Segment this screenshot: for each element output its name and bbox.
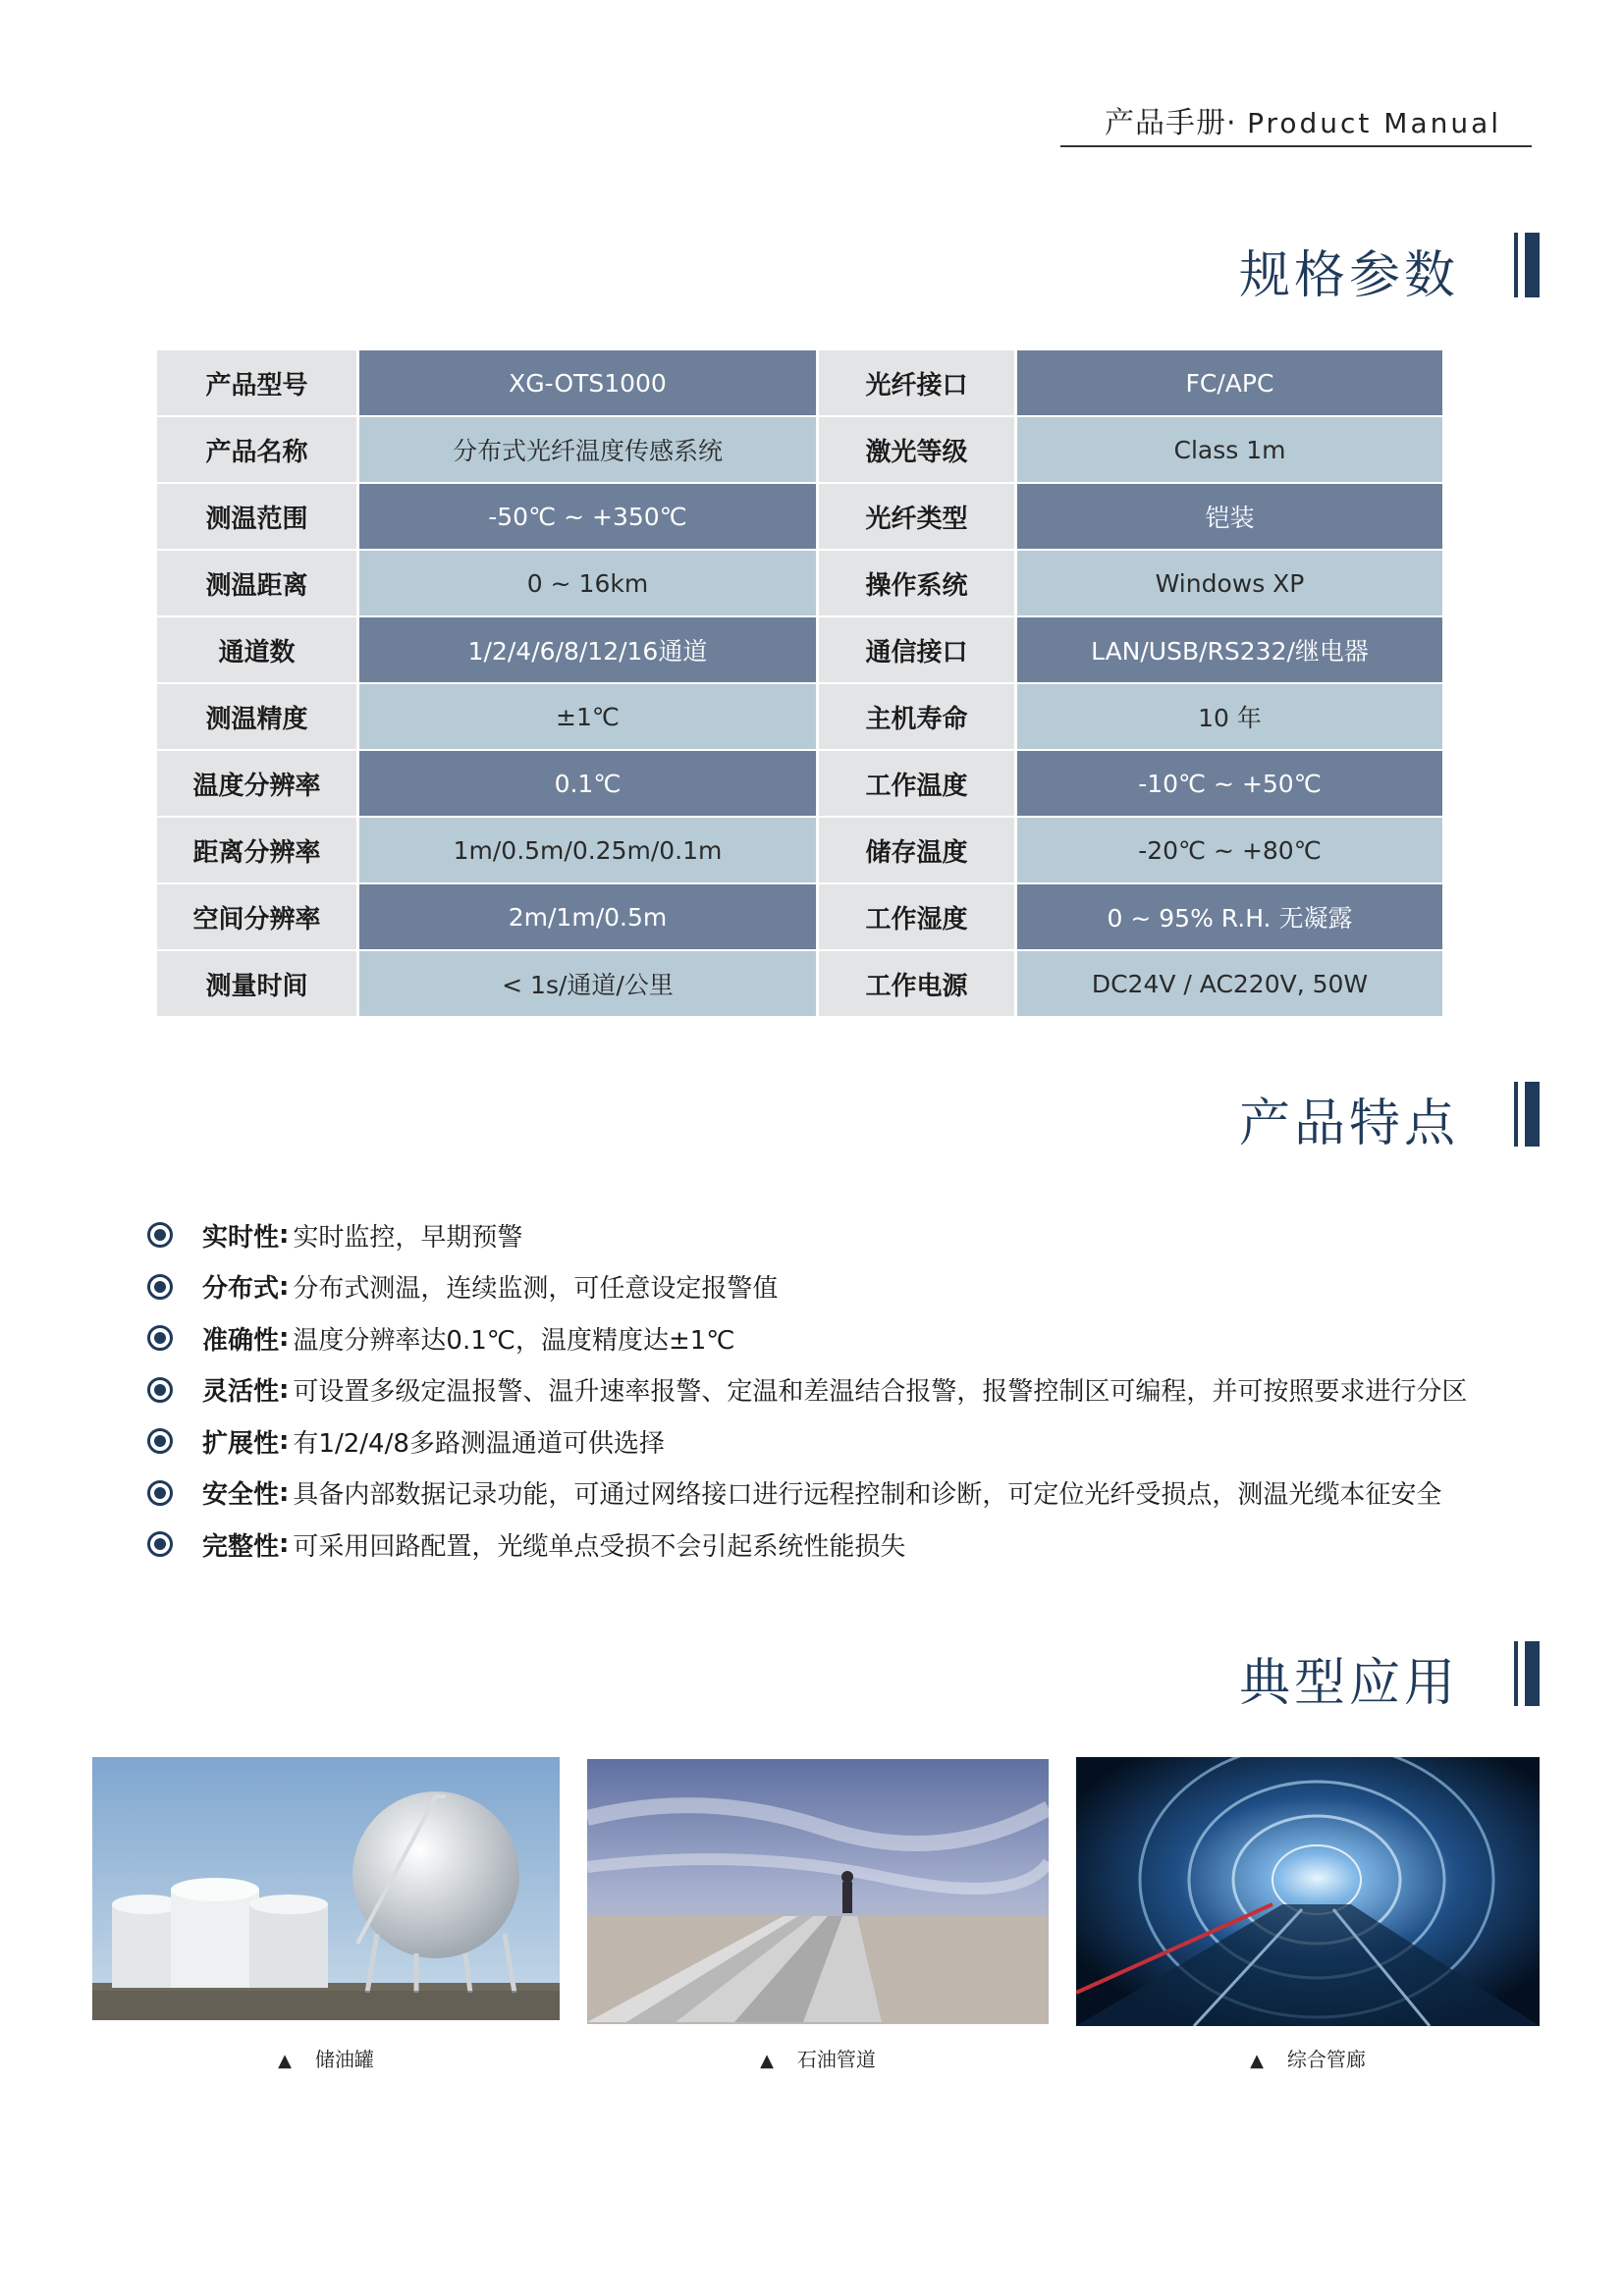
spec-row — [157, 818, 1445, 882]
section-title-features: 产品特点 — [1239, 1095, 1460, 1153]
spec-label: 温度分辨率 — [157, 751, 356, 816]
spec-value: 0.1℃ — [359, 751, 816, 816]
feature-name: 完整性 — [202, 1531, 280, 1562]
triangle-icon: ▲ — [760, 2051, 774, 2071]
feature-desc: 具备内部数据记录功能，可通过网络接口进行远程控制和诊断，可定位光纤受损点，测温光缆本征安全 — [293, 1480, 1442, 1511]
triangle-icon: ▲ — [278, 2051, 292, 2071]
bullet-circle-icon — [147, 1222, 173, 1248]
spec-label: 通道数 — [157, 617, 356, 682]
feature-list — [147, 1209, 1571, 1571]
spec-label: 空间分辨率 — [157, 884, 356, 949]
spec-label: 光纤接口 — [819, 350, 1014, 415]
spec-row — [157, 617, 1445, 682]
spec-row — [157, 751, 1445, 816]
spec-value: 0 ~ 95% R.H. 无凝露 — [1017, 884, 1442, 949]
spec-value: 1/2/4/6/8/12/16通道 — [359, 617, 816, 682]
feature-item — [147, 1209, 1571, 1261]
spec-label: 工作温度 — [819, 751, 1014, 816]
header-title-cn: 产品手册 — [1105, 106, 1226, 140]
spec-label: 测温精度 — [157, 684, 356, 749]
spec-label: 产品型号 — [157, 350, 356, 415]
photo-utility-tunnel — [1076, 1757, 1540, 2026]
feature-desc: 可采用回路配置，光缆单点受损不会引起系统性能损失 — [293, 1531, 906, 1562]
feature-item — [147, 1261, 1571, 1313]
feature-name: 灵活性 — [202, 1377, 280, 1408]
header-rule — [1060, 145, 1532, 147]
spec-label: 工作湿度 — [819, 884, 1014, 949]
feature-desc: 有1/2/4/8多路测温通道可供选择 — [293, 1428, 665, 1459]
spec-value: 10 年 — [1017, 684, 1442, 749]
bullet-circle-icon — [147, 1274, 173, 1300]
spec-label: 测温范围 — [157, 484, 356, 549]
spec-value: Windows XP — [1017, 551, 1442, 615]
section-title-applications: 典型应用 — [1239, 1654, 1460, 1713]
spec-value: 铠装 — [1017, 484, 1442, 549]
caption-text: 综合管廊 — [1286, 2048, 1366, 2071]
spec-value: < 1s/通道/公里 — [359, 951, 816, 1016]
spec-value: Class 1m — [1017, 417, 1442, 482]
spec-row — [157, 884, 1445, 949]
feature-desc: 温度分辨率达0.1℃，温度精度达±1℃ — [293, 1325, 735, 1356]
spec-value: -10℃ ~ +50℃ — [1017, 751, 1442, 816]
feature-colon: : — [279, 1529, 290, 1560]
spec-row — [157, 350, 1445, 415]
caption-text: 储油罐 — [314, 2048, 374, 2071]
spec-label: 测温距离 — [157, 551, 356, 615]
triangle-icon: ▲ — [1250, 2051, 1264, 2071]
caption-storage-tanks — [92, 2044, 560, 2072]
spec-value: FC/APC — [1017, 350, 1442, 415]
spec-row — [157, 951, 1445, 1016]
photo-oil-storage-tanks — [92, 1757, 560, 2020]
spec-row — [157, 417, 1445, 482]
spec-value: 0 ~ 16km — [359, 551, 816, 615]
bullet-circle-icon — [147, 1325, 173, 1351]
feature-name: 准确性 — [202, 1325, 280, 1356]
feature-name: 扩展性 — [202, 1428, 280, 1459]
spec-value: -50℃ ~ +350℃ — [359, 484, 816, 549]
header-title — [1105, 98, 1527, 141]
spec-label: 储存温度 — [819, 818, 1014, 882]
feature-name: 分布式 — [202, 1274, 280, 1305]
bullet-circle-icon — [147, 1480, 173, 1506]
spec-row — [157, 684, 1445, 749]
feature-colon: : — [279, 1477, 290, 1508]
spec-label: 通信接口 — [819, 617, 1014, 682]
caption-utility-tunnel — [1076, 2044, 1540, 2072]
spec-label: 操作系统 — [819, 551, 1014, 615]
spec-label: 距离分辨率 — [157, 818, 356, 882]
spec-row — [157, 484, 1445, 549]
spec-label: 工作电源 — [819, 951, 1014, 1016]
section-marker-icon — [1514, 233, 1540, 297]
feature-name: 实时性 — [202, 1222, 280, 1253]
section-marker-icon — [1514, 1641, 1540, 1706]
section-title-specs: 规格参数 — [1239, 246, 1460, 305]
feature-item — [147, 1519, 1571, 1571]
spec-label: 主机寿命 — [819, 684, 1014, 749]
spec-value: ±1℃ — [359, 684, 816, 749]
spec-value: -20℃ ~ +80℃ — [1017, 818, 1442, 882]
spec-value: LAN/USB/RS232/继电器 — [1017, 617, 1442, 682]
spec-table — [157, 350, 1445, 1016]
feature-desc: 可设置多级定温报警、温升速率报警、定温和差温结合报警，报警控制区可编程，并可按照要求进行分区 — [293, 1377, 1468, 1408]
spec-label: 激光等级 — [819, 417, 1014, 482]
spec-value: 2m/1m/0.5m — [359, 884, 816, 949]
feature-colon: : — [279, 1426, 290, 1457]
header-title-en: Product Manual — [1247, 107, 1502, 139]
feature-colon: : — [279, 1323, 290, 1354]
feature-colon: : — [279, 1271, 290, 1302]
feature-colon: : — [279, 1374, 290, 1405]
caption-pipeline — [587, 2044, 1049, 2072]
feature-desc: 分布式测温，连续监测，可任意设定报警值 — [293, 1274, 779, 1305]
bullet-circle-icon — [147, 1531, 173, 1557]
bullet-circle-icon — [147, 1377, 173, 1403]
feature-desc: 实时监控，早期预警 — [293, 1222, 523, 1253]
feature-item — [147, 1312, 1571, 1364]
section-marker-icon — [1514, 1082, 1540, 1147]
spec-value: 分布式光纤温度传感系统 — [359, 417, 816, 482]
spec-value: 1m/0.5m/0.25m/0.1m — [359, 818, 816, 882]
caption-text: 石油管道 — [796, 2048, 876, 2071]
spec-value: DC24V / AC220V, 50W — [1017, 951, 1442, 1016]
bullet-circle-icon — [147, 1428, 173, 1454]
feature-item — [147, 1364, 1571, 1416]
feature-item — [147, 1415, 1571, 1468]
spec-value: XG-OTS1000 — [359, 350, 816, 415]
spec-label: 光纤类型 — [819, 484, 1014, 549]
feature-name: 安全性 — [202, 1480, 280, 1511]
spec-label: 产品名称 — [157, 417, 356, 482]
header-title-dot: · — [1226, 106, 1237, 140]
spec-label: 测量时间 — [157, 951, 356, 1016]
feature-item — [147, 1468, 1571, 1520]
photo-oil-pipeline — [587, 1759, 1049, 2024]
feature-colon: : — [279, 1220, 290, 1251]
spec-row — [157, 551, 1445, 615]
